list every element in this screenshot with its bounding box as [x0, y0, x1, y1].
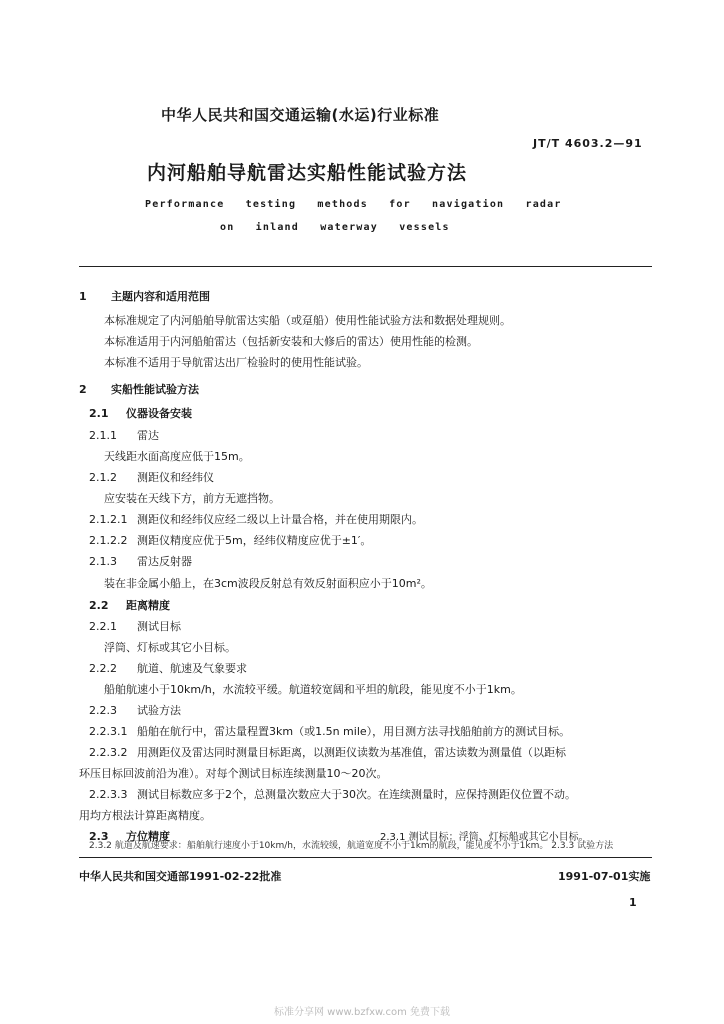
- approval-text: 中华人民共和国交通部1991-02-22批准: [79, 870, 282, 883]
- english-title-line-1: Performance testing methods for navigation radar: [145, 199, 562, 210]
- section-2-3-2-line: 2.3.2 航道及航速要求：船舶航行速度小于10km/h，水流较缓，航道宽度不小于1km的航段，能见度不小于1km。 2.3.3 试验方法: [89, 841, 614, 851]
- implementation-date: 1991-07-01实施: [558, 870, 651, 883]
- section-2-3-1-heading: 2.3.1 测试目标：浮筒、灯标船或其它小目标。: [380, 832, 589, 843]
- paragraph: 本标准规定了内河船舶导航雷达实船（或趸船）使用性能试验方法和数据处理规则。: [104, 314, 511, 327]
- clause-2-1-2-2: 2.1.2.2 测距仪精度应优于5m，经纬仪精度应优于±1′。: [89, 534, 372, 547]
- paragraph: 浮筒、灯标或其它小目标。: [104, 641, 236, 654]
- industry-standard-heading: 中华人民共和国交通运输(水运)行业标准: [161, 106, 440, 124]
- paragraph: 天线距水面高度应低于15m。: [104, 450, 250, 463]
- section-2-heading: 2 实船性能试验方法: [79, 383, 199, 396]
- footer-divider: [79, 857, 652, 858]
- clause-2-1-2-1: 2.1.2.1 测距仪和经纬仪应经二级以上计量合格，并在使用期限内。: [89, 513, 423, 526]
- section-1-heading: 1 主题内容和适用范围: [79, 290, 210, 303]
- section-2-2-1-heading: 2.2.1 测试目标: [89, 620, 181, 633]
- section-2-1-1-heading: 2.1.1 雷达: [89, 429, 159, 442]
- watermark: 标准分享网 www.bzfxw.com 免费下载: [274, 1007, 450, 1018]
- section-2-2-heading: 2.2 距离精度: [89, 599, 170, 612]
- section-2-1-heading: 2.1 仪器设备安装: [89, 407, 192, 420]
- clause-2-2-3-2: 2.2.3.2 用测距仪及雷达同时测量目标距离，以测距仪读数为基准值，雷达读数为测量值（以距标: [89, 746, 566, 759]
- section-2-2-3-heading: 2.2.3 试验方法: [89, 704, 181, 717]
- section-2-1-3-heading: 2.1.3 雷达反射器: [89, 555, 192, 568]
- section-2-1-2-heading: 2.1.2 测距仪和经纬仪: [89, 471, 214, 484]
- paragraph: 应安装在天线下方，前方无遮挡物。: [104, 492, 280, 505]
- english-title-line-2: on inland waterway vessels: [220, 222, 450, 233]
- header-divider: [79, 266, 652, 267]
- paragraph: 装在非金属小船上，在3cm波段反射总有效反射面积应小于10m²。: [104, 577, 432, 590]
- paragraph: 本标准适用于内河船舶雷达（包括新安装和大修后的雷达）使用性能的检测。: [104, 335, 478, 348]
- clause-2-2-3-2-continued: 环压目标回波前沿为准）。对每个测试目标连续测量10～20次。: [79, 767, 388, 780]
- document-title: 内河船舶导航雷达实船性能试验方法: [147, 162, 468, 184]
- section-2-3-heading: 2.3 方位精度: [89, 830, 170, 843]
- standard-code: JT/T 4603.2—91: [533, 137, 643, 150]
- paragraph: 船舶航速小于10km/h，水流较平缓。航道较宽阔和平坦的航段，能见度不小于1km。: [104, 683, 522, 696]
- clause-2-2-3-3: 2.2.3.3 测试目标数应多于2个，总测量次数应大于30次。在连续测量时，应保持测距仪位置不动。: [89, 788, 576, 801]
- page-number: 1: [629, 896, 637, 909]
- paragraph: 本标准不适用于导航雷达出厂检验时的使用性能试验。: [104, 356, 368, 369]
- clause-2-2-3-3-continued: 用均方根法计算距离精度。: [79, 809, 211, 822]
- section-2-2-2-heading: 2.2.2 航道、航速及气象要求: [89, 662, 247, 675]
- clause-2-2-3-1: 2.2.3.1 船舶在航行中，雷达量程置3km（或1.5n mile），用目测方法寻找船舶前方的测试目标。: [89, 725, 571, 738]
